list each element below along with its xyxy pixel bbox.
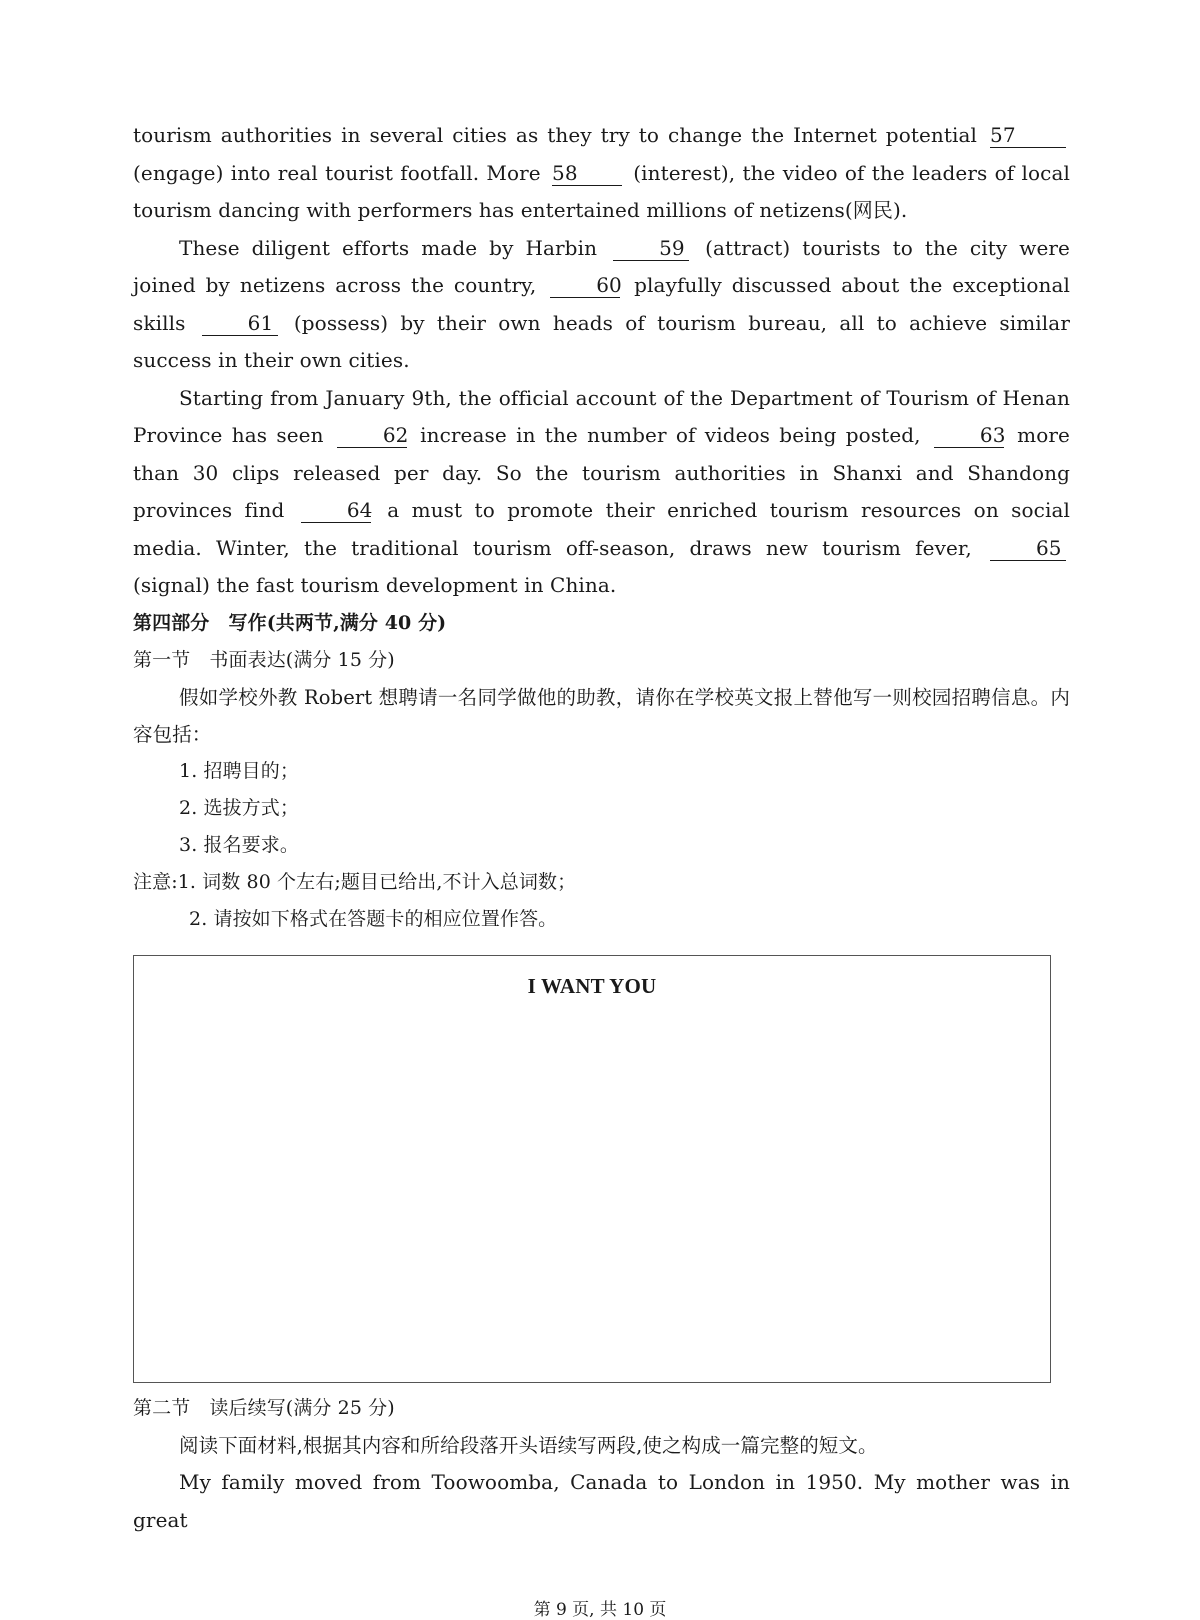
text: (interest), the video of the leaders of local tourism dancing with performers has entertained millions of netizens(网民). [133, 160, 1070, 222]
blank-59: 59 [613, 236, 689, 261]
text: playfully discussed about the exceptional skills [133, 273, 1071, 335]
paragraph-1 [133, 117, 1070, 230]
section2-prompt: 阅读下面材料,根据其内容和所给段落开头语续写两段,使之构成一篇完整的短文。 [179, 1434, 878, 1457]
text: a must to promote their enriched tourism resources on social media. Winter, the traditional tourism off-season, draws new tourism fever, [133, 498, 1070, 560]
section2-title: 第二节 读后续写(满分 25 分) [133, 1397, 395, 1419]
paragraph-3 [133, 380, 1070, 605]
text: (signal) the fast tourism development in China. [133, 573, 617, 597]
list-item: 1. 招聘目的； [179, 759, 299, 782]
blank-64: 64 [301, 498, 371, 523]
blank-62: 62 [337, 423, 407, 448]
blank-65: 65 [990, 536, 1066, 561]
section2 [133, 1390, 1070, 1539]
text: Starting from January 9th, the official account of the Department of Tourism of Henan Province has seen [133, 385, 1070, 447]
blank-61: 61 [202, 311, 278, 336]
text: (possess) by their own heads of tourism bureau, all to achieve similar success in their own cities. [133, 310, 1070, 372]
section1-title: 第一节 书面表达(满分 15 分) [133, 648, 395, 671]
blank-63: 63 [934, 423, 1004, 448]
text: These diligent efforts made by Harbin [179, 235, 598, 260]
box-title: I WANT YOU [527, 974, 657, 998]
section2-text: My family moved from Toowoomba, Canada to London in 1950. My mother was in great [133, 1470, 1070, 1532]
part4-heading: 第四部分 写作(共两节,满分 40 分) [133, 611, 447, 634]
blank-60: 60 [550, 273, 620, 298]
text: (attract) tourists to the city were joined by netizens across the country, [133, 235, 1070, 297]
blank-57: 57 [990, 123, 1066, 148]
note-2: 2. 请按如下格式在答题卡的相应位置作答。 [189, 907, 558, 930]
text: increase in the number of videos being posted, [420, 423, 921, 447]
text: (engage) into real tourist footfall. More [133, 160, 541, 185]
list-item: 3. 报名要求。 [179, 833, 299, 856]
passage [133, 117, 1070, 938]
answer-box [133, 955, 1051, 1383]
text: more than 30 clips released per day. So the tourism authorities in Shanxi and Shandong provinces find [133, 423, 1070, 522]
paragraph-2 [133, 230, 1070, 380]
list-item: 2. 选拔方式； [179, 796, 299, 819]
blank-58: 58 [552, 161, 622, 186]
page-footer: 第 9 页, 共 10 页 [533, 1600, 667, 1620]
text: tourism authorities in several cities as they try to change the Internet potential [133, 123, 978, 147]
note-1: 注意:1. 词数 80 个左右;题目已给出,不计入总词数； [133, 870, 577, 893]
section1-prompt: 假如学校外教 Robert 想聘请一名同学做他的助教，请你在学校英文报上替他写一则校园招聘信息。内容包括： [133, 685, 1070, 746]
